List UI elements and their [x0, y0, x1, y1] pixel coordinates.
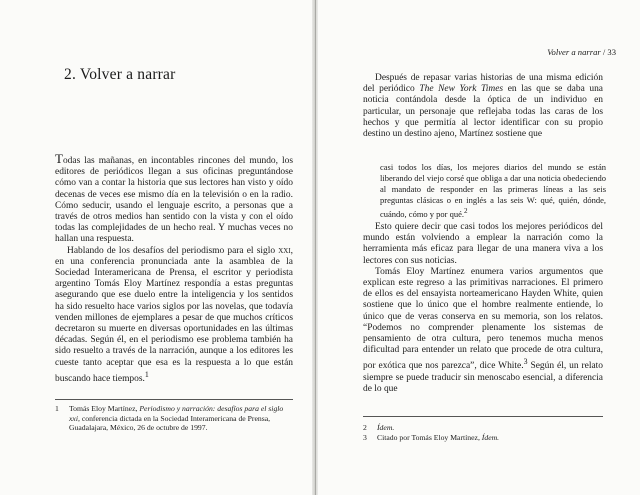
footnote-body: [69, 404, 293, 433]
running-head: [547, 47, 616, 57]
footnote: [363, 433, 603, 443]
footnote-marker: 3: [523, 357, 528, 367]
quote-body: casi todos los días, los mejores diarios del mundo se están liberando del viejo corsé que obliga a dar una noticia obedeciendo al mandato de responder en las primeras líneas a las seis preguntas clásicas o en inglés a las seis W: qué, quién, dónde, cuándo, cómo y por qué.: [380, 162, 606, 219]
footnote-title: Periodismo y narración: desafíos para el siglo xxi: [69, 404, 284, 423]
paragraph-text: Según él, un relato siempre se puede traducir sin menoscabo esencial, a diferencia de lo que: [363, 361, 603, 394]
paragraph-text: Tomás Eloy Martínez enumera varios argumentos que explican este regreso a las primitivas narraciones. El primero de ellos es del ensayista norteamericano Hayden White, quien sostiene que lo único que el hombre realmente entiende, lo único que de veras conserva en su memoria, son los relatos. “Podemos no comprender plenamente los sistemas de pensamiento de otra cultura, pero tenemos mucha menos dificultad para entender un relato que procede de otra cultura, por exótica que nos parezca”, dice White.: [363, 266, 603, 372]
footnote: [363, 423, 603, 433]
running-head-separator: /: [600, 47, 608, 57]
running-head-title: Volver a narrar: [547, 47, 601, 57]
footnote-number: 2: [363, 423, 367, 432]
right-intro-paragraph: [363, 73, 603, 140]
paragraph-text: odas las mañanas, en incontables rincones del mundo, los editores de periódicos llegan a sus oficinas preguntándose cómo van a contar la historia que sus lectores han visto y oído decenas de veces ese mismo día en la televisión o en la radio. Cómo seducir, usando el lenguaje escrito, a personas que a través de otros medios han sentido con la vista y con el oído todas las complejidades de un hecho real. Y muchas veces no hallan una respuesta.: [55, 156, 293, 245]
footnote-marker: 1: [144, 369, 149, 379]
drop-cap: T: [55, 151, 63, 166]
footnote-italic: Ídem.: [377, 423, 395, 432]
paragraph-text: Hablando de los desafíos del periodismo para el siglo: [67, 245, 279, 256]
opening-paragraph: [55, 151, 293, 246]
right-page: [318, 0, 640, 495]
footnote-number: 1: [55, 404, 59, 413]
footnote-italic: Ídem.: [481, 432, 500, 442]
footnote: [55, 404, 293, 433]
gutter-fold-line: [315, 0, 316, 495]
intro-paragraph: [363, 73, 603, 140]
block-quote: [380, 162, 606, 220]
footnote-marker: 2: [464, 207, 468, 215]
paragraph-text: Después de repasar varias historias de una misma edición del periódico: [363, 73, 603, 95]
footnote-author: Tomás Eloy Martínez,: [69, 404, 140, 413]
footnotes: [363, 423, 603, 442]
century-smallcaps: xxi: [278, 245, 291, 256]
paragraph: [363, 267, 603, 395]
page-number: 33: [607, 47, 616, 57]
paragraph-text: , en una conferencia pronunciada ante la asamblea de la Sociedad Interamericana de Prensa, el escritor y periodista argentino Tomás Eloy Martínez respondía a estas preguntas asegurando que ese duelo entre la inteligencia y los sentidos ha sido resuelto hace varios siglos por las novelas, que todavía venden millones de ejemplares a pesar de que muchos críticos decretaron su muerte en diversas oportunidades en las últimas décadas. Según él, en el periodismo ese problema también ha sido resuelto a través de la narración, aunque a los editores les cueste tanto aceptar que esa es la respuesta a lo que están buscando hace tiempos.: [55, 245, 293, 384]
quote-text: [380, 162, 606, 220]
footnote-number: 3: [363, 432, 367, 442]
left-page-body: [55, 151, 293, 385]
newspaper-title: The New York Times: [419, 84, 504, 95]
paragraph: [363, 222, 603, 267]
second-paragraph: [55, 246, 293, 386]
left-page: [0, 0, 312, 495]
footnote-details: , conferencia dictada en la Sociedad Interamericana de Prensa, Guadalajara, México, 26 de octubre de 1997.: [69, 413, 271, 433]
right-page-body: [363, 222, 603, 395]
footnote-divider: [363, 416, 603, 417]
footnote-divider: [55, 399, 293, 400]
paragraph-text: Esto quiere decir que casi todos los mejores periódicos del mundo están volviendo a emplear la narración como la herramienta más eficaz para llegar de una manera viva a los lectores con sus noticias.: [363, 222, 603, 266]
chapter-title: 2. Volver a narrar: [64, 66, 176, 83]
footnote-text: Citado por Tomás Eloy Martínez,: [377, 432, 482, 442]
paragraph-text: en las que se daba una noticia contándola desde la óptica de un individuo en particular, un personaje que reflejaba todas las caras de los hechos y que permitía al lector identificar con su propio destino un destino ajeno, Martínez sostiene que: [363, 84, 603, 140]
